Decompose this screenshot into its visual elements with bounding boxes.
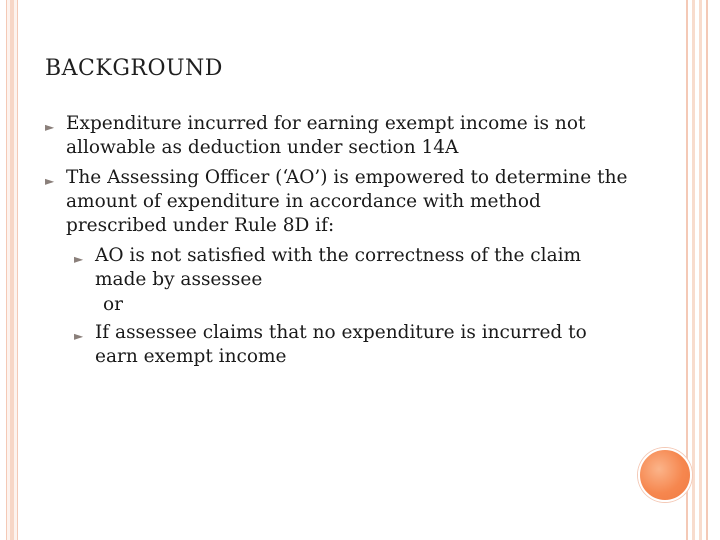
connector-text: or	[103, 294, 123, 315]
slide-content	[45, 112, 635, 369]
left-decorative-border	[6, 0, 18, 540]
bullet-text-2: The Assessing Officer (‘AO’) is empowered to determine the amount of expenditure in accordance with method prescribed under Rule 8D if:	[66, 167, 628, 236]
bullet-item-1	[45, 112, 635, 160]
bullet-item-2	[45, 166, 635, 238]
triangle-bullet-icon: ►	[45, 174, 55, 188]
sub-bullet-item-2	[74, 321, 635, 369]
orange-circle-decoration	[638, 448, 692, 502]
sub-bullet-text-2: If assessee claims that no expenditure is incurred to earn exempt income	[95, 322, 587, 367]
sub-bullet-text-1: AO is not satisfied with the correctness of the claim made by assessee	[95, 245, 582, 290]
bullet-text-1: Expenditure incurred for earning exempt income is not allowable as deduction under section 14A	[66, 113, 586, 158]
sub-bullet-list-2	[74, 321, 635, 369]
triangle-bullet-icon: ►	[74, 329, 84, 343]
triangle-bullet-icon: ►	[74, 252, 84, 266]
slide-title: BACKGROUND	[45, 56, 223, 81]
sub-bullet-item-1	[74, 244, 635, 292]
sub-bullet-list	[74, 244, 635, 292]
right-decorative-border	[686, 0, 708, 540]
triangle-bullet-icon: ►	[45, 120, 55, 134]
